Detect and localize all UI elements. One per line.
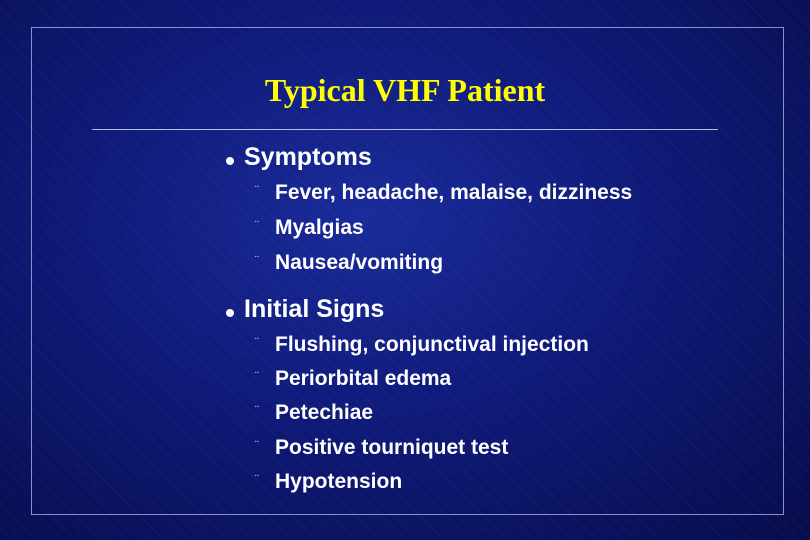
bullet-circle-icon (226, 157, 234, 165)
slide-title-text: Typical VHF Patient (264, 72, 546, 108)
bullet-diaeresis-icon: ¨ (255, 335, 259, 349)
list-item: Nausea/vomiting (275, 251, 444, 274)
list-item: Positive tourniquet test (275, 436, 509, 459)
slide-title (0, 72, 810, 109)
list-item: Petechiae (275, 401, 374, 424)
list-item: Flushing, conjunctival injection (275, 333, 589, 356)
title-divider (92, 129, 718, 130)
bullet-circle-icon (226, 309, 234, 317)
bullet-diaeresis-icon: ¨ (255, 403, 259, 417)
section-heading-symptoms: Symptoms (244, 143, 372, 171)
section-heading-initial-signs: Initial Signs (244, 295, 385, 323)
list-item: Hypotension (275, 470, 403, 493)
list-item: Fever, headache, malaise, dizziness (275, 181, 633, 204)
bullet-diaeresis-icon: ¨ (255, 253, 259, 267)
bullet-diaeresis-icon: ¨ (255, 183, 259, 197)
list-item: Periorbital edema (275, 367, 452, 390)
list-item: Myalgias (275, 216, 364, 239)
bullet-diaeresis-icon: ¨ (255, 218, 259, 232)
bullet-diaeresis-icon: ¨ (255, 369, 259, 383)
bullet-diaeresis-icon: ¨ (255, 438, 259, 452)
bullet-diaeresis-icon: ¨ (255, 472, 259, 486)
